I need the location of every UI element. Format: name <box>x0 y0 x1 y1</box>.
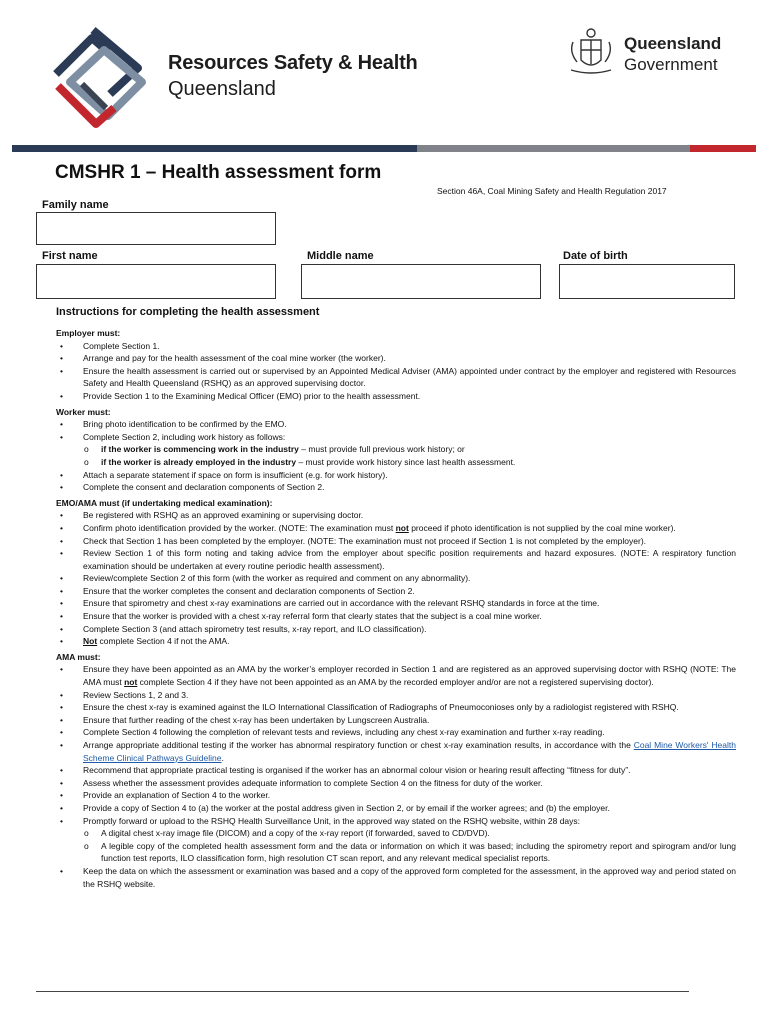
list-item: • Review/complete Section 2 of this form (with the worker as required and comment on any abnormality). <box>56 572 736 585</box>
list-item: • Provide an explanation of Section 4 to the worker. <box>56 789 736 802</box>
list-item: • Provide Section 1 to the Examining Medical Officer (EMO) prior to the health assessment. <box>56 390 736 403</box>
employer-heading: Employer must: <box>56 328 121 338</box>
list-item: • Ensure they have been appointed as an AMA by the worker’s employer recorded in Section 1 and are registered as an approved supervising doctor with RSHQ (NOTE: The AMA must not complete Section 4 if they have not been appointed as an AMA by the recorded employer and/or are not a registered supervising doctor). <box>56 663 736 688</box>
brand-title: Resources Safety & Health <box>168 52 418 74</box>
instructions-body <box>56 327 736 890</box>
list-item: • Complete the consent and declaration components of Section 2. <box>56 481 736 494</box>
list-item: • Complete Section 4 following the completion of relevant tests and reviews, including any chest x-ray examination and further x-ray reading. <box>56 726 736 739</box>
list-item: • Arrange and pay for the health assessment of the coal mine worker (the worker). <box>56 352 736 365</box>
emo-heading: EMO/AMA must (if undertaking medical examination): <box>56 497 273 508</box>
sub-list-item: o if the worker is already employed in the industry – must provide work history since last health assessment. <box>56 456 736 469</box>
header-divider-grey <box>417 145 690 152</box>
ama-list <box>56 663 736 890</box>
list-item: • Assess whether the assessment provides adequate information to complete Section 4 on the fitness for duty of the worker. <box>56 777 736 790</box>
sub-list-item: o A legible copy of the completed health assessment form and the data or information on which it was based; including the spirometry report and spirogram and/or lung function test reports, ILO classification form, high resolution CT scan report, and any relevant medical specialist reports. <box>56 840 736 865</box>
family-name-field[interactable] <box>36 212 276 245</box>
regulation-note: Section 46A, Coal Mining Safety and Health Regulation 2017 <box>437 186 667 196</box>
worker-list <box>56 418 736 494</box>
list-item: • Not complete Section 4 if not the AMA. <box>56 635 736 648</box>
form-title: CMSHR 1 – Health assessment form <box>55 162 382 183</box>
list-item: • Complete Section 2, including work history as follows: <box>56 431 736 444</box>
brand-subtitle: Queensland <box>168 78 276 100</box>
first-name-field[interactable] <box>36 264 276 299</box>
gov-title: Queensland <box>624 34 722 53</box>
first-name-label: First name <box>42 250 98 262</box>
clinical-pathways-link[interactable]: Coal Mine Workers' Health Scheme Clinical Pathways Guideline <box>83 740 736 763</box>
list-item: • Ensure that further reading of the chest x-ray has been undertaken by Lungscreen Australia. <box>56 714 736 727</box>
header-divider-red <box>690 145 756 152</box>
list-item: • Keep the data on which the assessment or examination was based and a copy of the approved form completed for the assessment, in the approved way and period stated on the RSHQ website. <box>56 865 736 890</box>
list-item: • Review Sections 1, 2 and 3. <box>56 689 736 702</box>
list-item: • Bring photo identification to be confirmed by the EMO. <box>56 418 736 431</box>
list-item: • Recommend that appropriate practical testing is organised if the worker has an abnormal colour vision or hearing result affecting “fitness for duty”. <box>56 764 736 777</box>
employer-list <box>56 340 736 403</box>
list-item: • Ensure that the worker completes the consent and declaration components of Section 2. <box>56 585 736 598</box>
sub-list-item: o if the worker is commencing work in the industry – must provide full previous work history; or <box>56 443 736 456</box>
dob-label: Date of birth <box>563 250 628 262</box>
list-item: • Complete Section 3 (and attach spirometry test results, x-ray report, and ILO classification). <box>56 623 736 636</box>
emo-list <box>56 509 736 648</box>
dob-field[interactable] <box>559 264 735 299</box>
instructions-title: Instructions for completing the health assessment <box>56 306 320 318</box>
list-item: • Ensure the health assessment is carried out or supervised by an Appointed Medical Adviser (AMA) appointed under contract by the employer and registered with Resources Safety and Health Queensland (RSHQ) as an approved supervising doctor. <box>56 365 736 390</box>
list-item: • Ensure the chest x-ray is examined against the ILO International Classification of Radiographs of Pneumoconioses only by a radiologist registered with RSHQ. <box>56 701 736 714</box>
ama-heading: AMA must: <box>56 651 101 662</box>
list-item: • Promptly forward or upload to the RSHQ Health Surveillance Unit, in the approved way stated on the RSHQ website, within 28 days: <box>56 815 736 828</box>
header-divider-navy <box>12 145 417 152</box>
list-item: • Be registered with RSHQ as an approved examining or supervising doctor. <box>56 509 736 522</box>
gov-subtitle: Government <box>624 55 718 74</box>
list-item: • Arrange appropriate additional testing if the worker has abnormal respiratory function or chest x-ray examination results, in accordance with the Coal Mine Workers' Health Scheme Clinical Pathways Guideline. <box>56 739 736 764</box>
list-item: • Confirm photo identification provided by the worker. (NOTE: The examination must not proceed if photo identification is not supplied by the coal mine worker). <box>56 522 736 535</box>
rshq-logo-icon <box>48 24 158 134</box>
list-item: • Ensure that spirometry and chest x-ray examinations are carried out in accordance with the relevant RSHQ standards in force at the time. <box>56 597 736 610</box>
queensland-crest-icon <box>563 24 619 80</box>
list-item: • Review Section 1 of this form noting and taking advice from the employer about specific position requirements and hazard exposures. (NOTE: A respiratory function examination should be undertaken at every routine periodic health assessment). <box>56 547 736 572</box>
worker-heading: Worker must: <box>56 406 111 417</box>
list-item: • Check that Section 1 has been completed by the employer. (NOTE: The examination must not proceed if Section 1 is not completed by the employer). <box>56 535 736 548</box>
list-item: • Attach a separate statement if space on form is insufficient (e.g. for work history). <box>56 469 736 482</box>
list-item: • Provide a copy of Section 4 to (a) the worker at the postal address given in Section 2, or by email if the worker agrees; and (b) the employer. <box>56 802 736 815</box>
middle-name-field[interactable] <box>301 264 541 299</box>
footer-rule <box>36 991 689 992</box>
sub-list-item: o A digital chest x-ray image file (DICOM) and a copy of the x-ray report (if forwarded, saved to CD/DVD). <box>56 827 736 840</box>
family-name-label: Family name <box>42 199 109 211</box>
list-item: • Complete Section 1. <box>56 340 736 353</box>
middle-name-label: Middle name <box>307 250 374 262</box>
list-item: • Ensure that the worker is provided with a chest x-ray referral form that clearly states that the subject is a coal mine worker. <box>56 610 736 623</box>
